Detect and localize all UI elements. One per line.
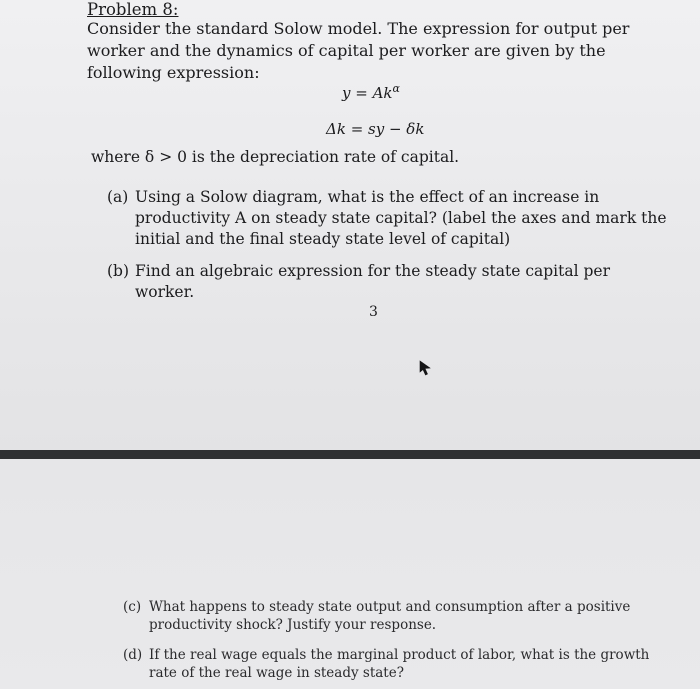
question-c <box>123 598 663 634</box>
question-d <box>123 646 663 682</box>
question-a <box>107 187 667 250</box>
question-label: (c) <box>123 599 142 615</box>
page-divider <box>0 450 700 459</box>
equation-output-text: $y = Ak^\alpha$ <box>342 82 400 102</box>
equation-output <box>342 79 400 103</box>
depreciation-note: where δ > 0 is the depreciation rate of capital. <box>91 148 460 166</box>
equation-capital-dynamics: Δk = sy − δk <box>326 120 425 138</box>
question-label: (a) <box>107 188 129 206</box>
exponent-alpha: α <box>392 82 400 95</box>
problem-title: Problem 8: <box>87 0 179 19</box>
question-text: What happens to steady state output and consumption after a positive productivity shock? Justify your response. <box>149 599 631 633</box>
question-text: Find an algebraic expression for the steady state capital per worker. <box>135 262 610 301</box>
question-text: Using a Solow diagram, what is the effect of an increase in productivity A on steady state capital? (label the axes and mark the initial and the final steady state level of capital) <box>135 188 667 248</box>
page-number: 3 <box>369 304 378 320</box>
question-b <box>107 261 667 303</box>
question-label: (b) <box>107 262 130 280</box>
question-text: If the real wage equals the marginal product of labor, what is the growth rate of the real wage in steady state? <box>149 647 650 681</box>
question-label: (d) <box>123 647 143 663</box>
problem-intro: Consider the standard Solow model. The expression for output per worker and the dynamics of capital per worker are given by the following expression: <box>87 19 630 82</box>
mouse-pointer-icon <box>418 360 432 376</box>
